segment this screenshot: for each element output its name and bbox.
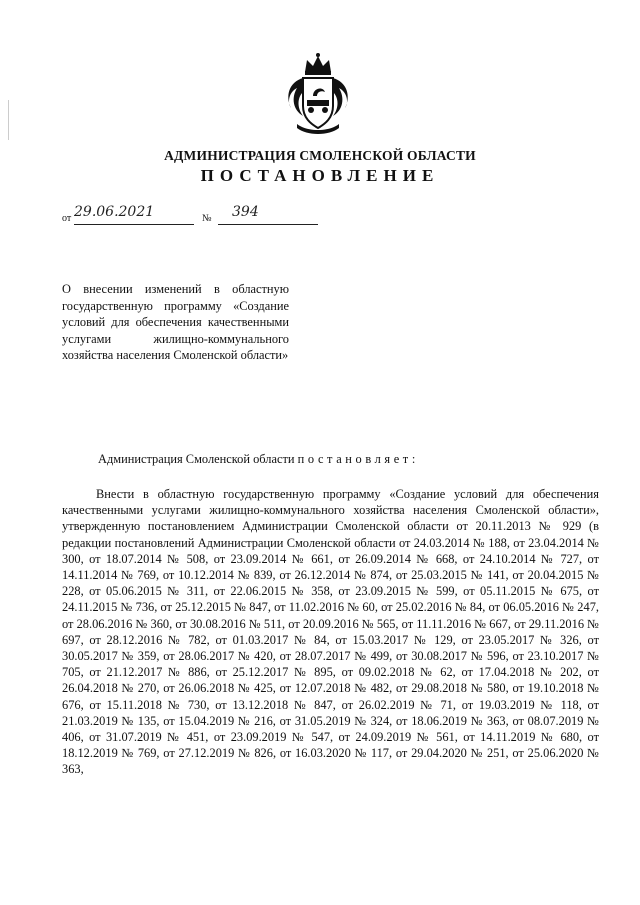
scan-artifact <box>8 100 9 140</box>
preamble-text: Администрация Смоленской области <box>98 452 295 466</box>
body-paragraph: Внести в областную государственную программу «Создание условий для обеспечения качественными услугами жилищно-коммунального хозяйства населения Смоленской области», утвержденную постановлением Администрации Смоленской области от 20.11.2013 № 929 (в редакции постановлений Администрации Смоленской области от 24.03.2014 № 188, от 23.04.2014 № 300, от 18.07.2014 № 508, от 23.09.2014 № 661, от 26.09.2014 № 668, от 24.10.2014 № 727, от 14.11.2014 № 769, от 10.12.2014 № 839, от 26.12.2014 № 874, от 25.03.2015 № 141, от 20.04.2015 № 228, от 05.06.2015 № 311, от 22.06.2015 № 358, от 23.09.2015 № 599, от 05.11.2015 № 675, от 24.11.2015 № 736, от 25.12.2015 № 847, от 11.02.2016 № 60, от 25.02.2016 № 84, от 06.05.2016 № 247, от 28.06.2016 № 360, от 30.08.2016 № 511, от 20.09.2016 № 565, от 11.11.2016 № 667, от 29.11.2016 № 697, от 28.12.2016 № 782, от 01.03.2017 № 84, от 15.03.2017 № 129, от 23.05.2017 № 326, от 30.05.2017 № 359, от 28.06.2017 № 420, от 28.07.2017 № 499, от 30.08.2017 № 596, от 23.10.2017 № 705, от 21.12.2017 № 886, от 25.12.2017 № 895, от 09.02.2018 № 62, от 17.04.2018 № 202, от 26.04.2018 № 270, от 26.06.2018 № 425, от 12.07.2018 № 482, от 29.08.2018 № 580, от 19.10.2018 № 676, от 15.11.2018 № 730, от 13.12.2018 № 847, от 26.02.2019 № 71, от 19.03.2019 № 118, от 21.03.2019 № 135, от 15.04.2019 № 216, от 31.05.2019 № 324, от 18.06.2019 № 363, от 08.07.2019 № 406, от 31.07.2019 № 451, от 23.09.2019 № 547, от 24.09.2019 № 561, от 14.11.2019 № 680, от 18.12.2019 № 769, от 27.12.2019 № 826, от 16.03.2020 № 117, от 29.04.2020 № 251, от 25.06.2020 № 363, <box>62 487 599 777</box>
date-value: 29.06.2021 <box>74 204 155 220</box>
organization-heading: АДМИНИСТРАЦИЯ СМОЛЕНСКОЙ ОБЛАСТИ <box>164 148 476 163</box>
preamble <box>98 452 419 467</box>
document-body <box>62 486 599 778</box>
number-label: № <box>202 213 212 224</box>
document-type-title: ПОСТАНОВЛЕНИЕ <box>200 166 440 185</box>
number-underline <box>218 224 318 225</box>
date-label: от <box>62 213 72 224</box>
date-number-line <box>62 204 322 224</box>
preamble-resolves: постановляет: <box>297 452 419 466</box>
coat-of-arms-emblem <box>283 52 353 138</box>
date-underline <box>74 224 194 225</box>
document-subject: О внесении изменений в областную государственную программу «Создание условий для обеспечения качественными услугами жилищно-коммунального хозяйства населения Смоленской области» <box>62 282 289 363</box>
number-value: 394 <box>232 204 259 220</box>
